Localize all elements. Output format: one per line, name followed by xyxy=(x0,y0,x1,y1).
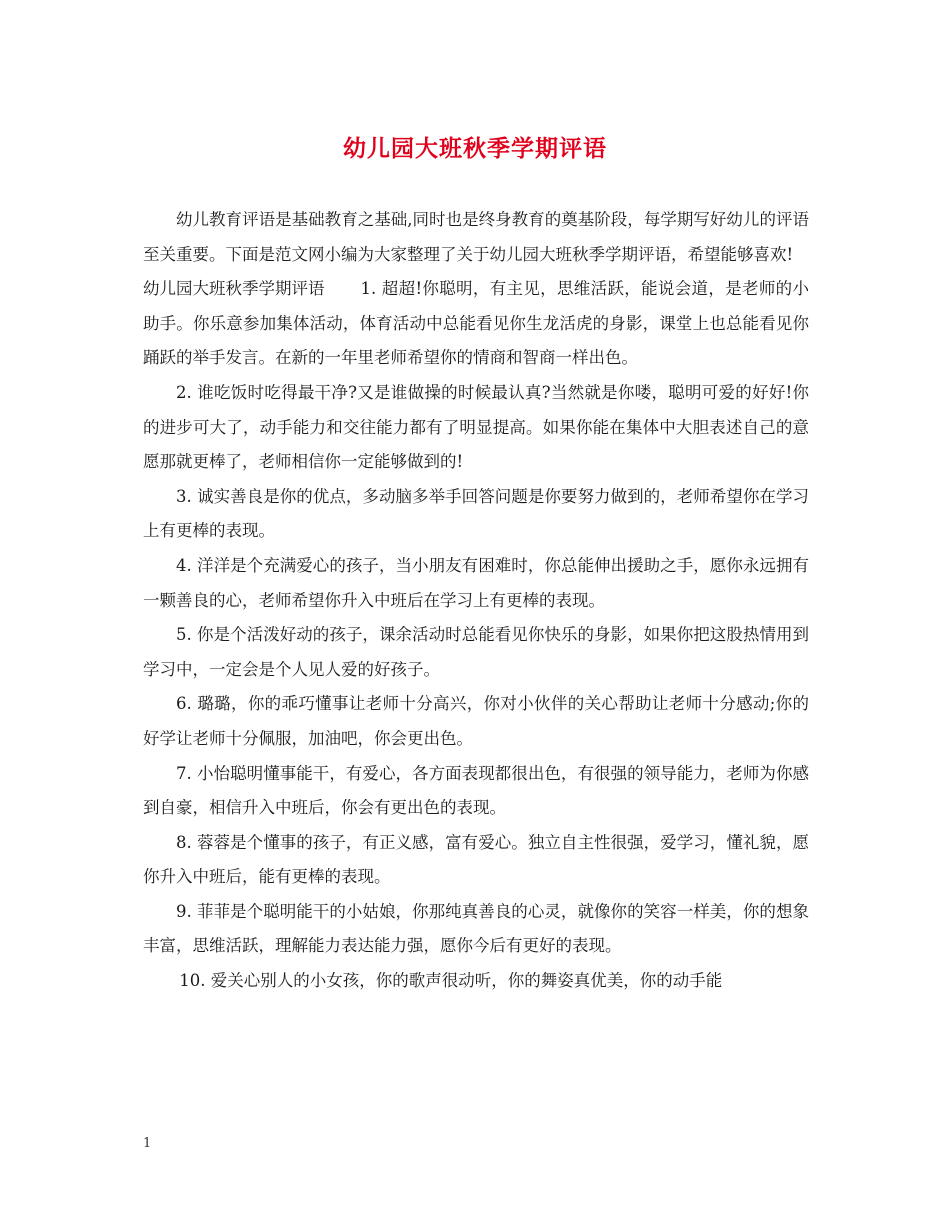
document-title: 幼儿园大班秋季学期评语 xyxy=(343,135,607,162)
item-paragraph-1 xyxy=(143,272,809,376)
item-paragraph-5: 5. 你是个活泼好动的孩子，课余活动时总能看见你快乐的身影，如果你把这股热情用到学习中，一定会是个人见人爱的好孩子。 xyxy=(143,625,809,679)
item-text-1: 1. 超超!你聪明，有主见，思维活跃，能说会道，是老师的小助手。你乐意参加集体活动，体育活动中总能看见你生龙活虎的身影，课堂上也总能看见你踊跃的举手发言。在新的一年里老师希望你的情商和智商一样出色。 xyxy=(143,279,809,368)
item-paragraph-6: 6. 璐璐，你的乖巧懂事让老师十分高兴，你对小伙伴的关心帮助让老师十分感动;你的好学让老师十分佩服，加油吧，你会更出色。 xyxy=(143,694,809,748)
item-paragraph-3: 3. 诚实善良是你的优点，多动脑多举手回答问题是你要努力做到的，老师希望你在学习上有更棒的表现。 xyxy=(143,486,809,541)
subheading: 幼儿园大班秋季学期评语 xyxy=(143,279,325,299)
intro-paragraph: 幼儿教育评语是基础教育之基础,同时也是终身教育的奠基阶段，每学期写好幼儿的评语至关重要。下面是范文网小编为大家整理了关于幼儿园大班秋季学期评语，希望能够喜欢! xyxy=(143,210,809,264)
item-paragraph-9: 9. 菲菲是个聪明能干的小姑娘，你那纯真善良的心灵，就像你的笑容一样美，你的想象丰富，思维活跃，理解能力表达能力强，愿你今后有更好的表现。 xyxy=(143,901,809,956)
document-body xyxy=(143,203,809,999)
item-paragraph-10: 10. 爱关心别人的小女孩，你的歌声很动听，你的舞姿真优美，你的动手能 xyxy=(179,971,723,991)
item-paragraph-2: 2. 谁吃饭时吃得最干净?又是谁做操的时候最认真?当然就是你喽，聪明可爱的好好!你的进步可大了，动手能力和交往能力都有了明显提高。如果你能在集体中大胆表述自己的意愿那就更棒了，老师相信你一定能够做到的! xyxy=(143,382,809,472)
item-paragraph-7: 7. 小怡聪明懂事能干，有爱心，各方面表现都很出色，有很强的领导能力，老师为你感到自豪，相信升入中班后，你会有更出色的表现。 xyxy=(143,763,809,818)
item-paragraph-8: 8. 蓉蓉是个懂事的孩子，有正义感，富有爱心。独立自主性很强，爱学习，懂礼貌，愿你升入中班后，能有更棒的表现。 xyxy=(143,832,809,887)
page-number: 1 xyxy=(143,1136,152,1151)
item-paragraph-4: 4. 洋洋是个充满爱心的孩子，当小朋友有困难时，你总能伸出援助之手，愿你永远拥有一颗善良的心，老师希望你升入中班后在学习上有更棒的表现。 xyxy=(143,555,809,610)
